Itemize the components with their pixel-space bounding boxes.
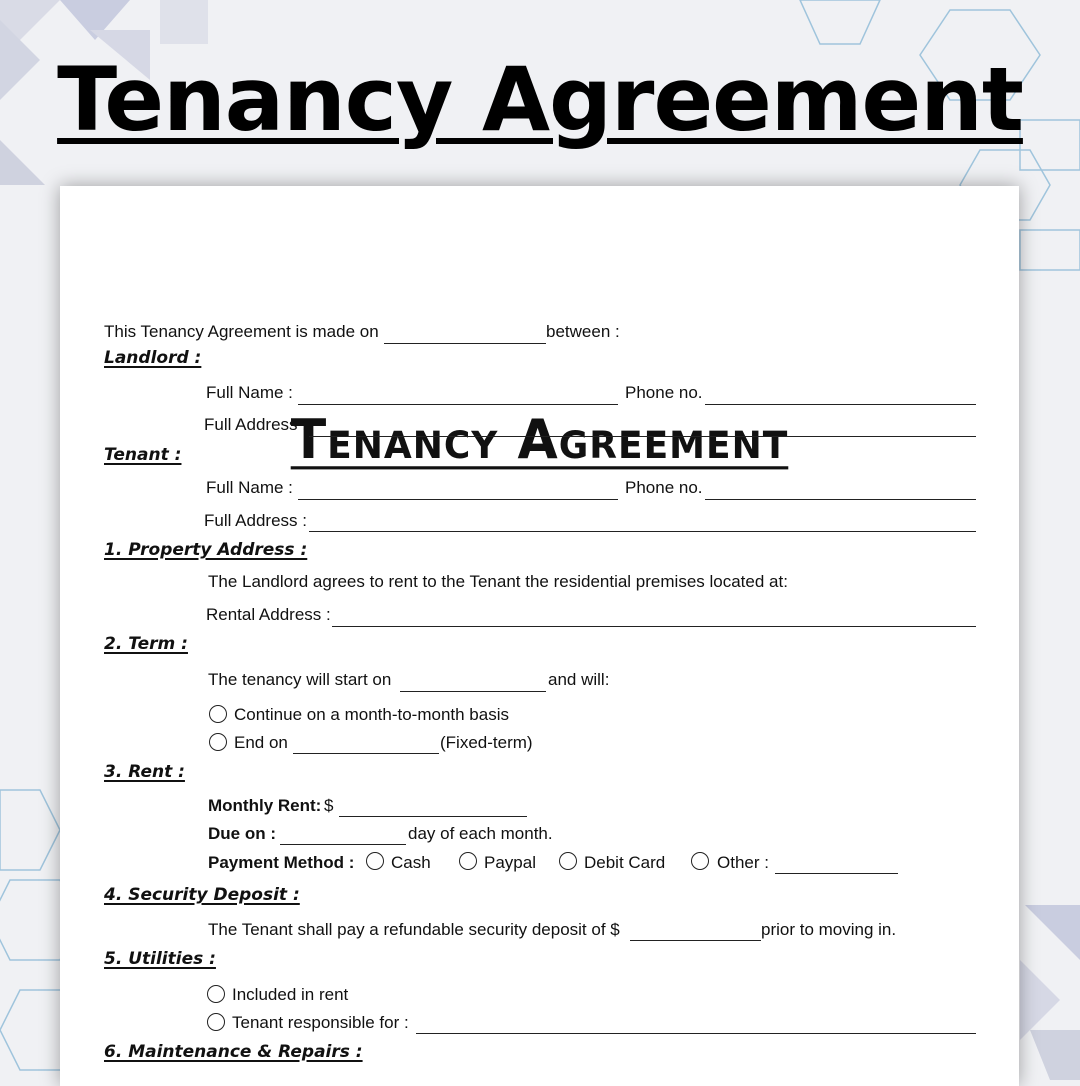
deposit-amount-field[interactable] xyxy=(630,940,761,941)
month-to-month-radio[interactable] xyxy=(209,705,227,723)
payment-other-radio[interactable] xyxy=(691,852,709,870)
banner-title: Tenancy Agreement xyxy=(57,48,1023,151)
payment-paypal-label: Paypal xyxy=(484,853,536,872)
payment-debit-card-label: Debit Card xyxy=(584,853,666,872)
utilities-heading: 5. Utilities : xyxy=(104,949,216,969)
landlord-full-name-field[interactable] xyxy=(298,404,618,405)
payment-method-label: Payment Method : xyxy=(208,853,355,872)
payment-other-field[interactable] xyxy=(775,873,898,874)
currency-symbol: $ xyxy=(324,796,334,815)
landlord-phone-label: Phone no. xyxy=(625,383,703,402)
tenant-full-address-field[interactable] xyxy=(309,531,976,532)
landlord-full-address-field[interactable] xyxy=(309,436,976,437)
due-day-field[interactable] xyxy=(280,844,406,845)
payment-paypal-radio[interactable] xyxy=(459,852,477,870)
tenant-full-name-field[interactable] xyxy=(298,499,618,500)
fixed-term-suffix: (Fixed-term) xyxy=(440,733,533,752)
deposit-suffix: prior to moving in. xyxy=(761,920,897,939)
term-start-date-field[interactable] xyxy=(400,691,546,692)
term-start-suffix: and will: xyxy=(548,670,610,689)
utilities-tenant-field[interactable] xyxy=(416,1033,976,1034)
month-to-month-label: Continue on a month-to-month basis xyxy=(234,705,509,724)
rental-address-field[interactable] xyxy=(332,626,976,627)
landlord-full-name-label: Full Name : xyxy=(206,383,293,402)
property-heading: 1. Property Address : xyxy=(104,540,308,560)
utilities-included-radio[interactable] xyxy=(207,985,225,1003)
tenant-phone-label: Phone no. xyxy=(625,478,703,497)
payment-other-label: Other : xyxy=(717,853,769,872)
fixed-term-radio[interactable] xyxy=(209,733,227,751)
document-sheet xyxy=(60,186,1019,1086)
due-on-label: Due on : xyxy=(208,824,276,843)
property-text: The Landlord agrees to rent to the Tenant the residential premises located at: xyxy=(208,572,788,591)
deposit-prefix: The Tenant shall pay a refundable security deposit of $ xyxy=(208,920,620,939)
fixed-term-prefix: End on xyxy=(234,733,288,752)
term-end-date-field[interactable] xyxy=(293,753,439,754)
tenant-full-address-label: Full Address : xyxy=(204,511,307,530)
maintenance-heading: 6. Maintenance & Repairs : xyxy=(104,1042,363,1062)
utilities-tenant-label: Tenant responsible for : xyxy=(232,1013,409,1032)
monthly-rent-field[interactable] xyxy=(339,816,527,817)
intro-prefix: This Tenancy Agreement is made on xyxy=(104,322,379,341)
due-suffix: day of each month. xyxy=(408,824,553,843)
term-start-prefix: The tenancy will start on xyxy=(208,670,392,689)
payment-cash-label: Cash xyxy=(391,853,431,872)
payment-cash-radio[interactable] xyxy=(366,852,384,870)
landlord-phone-field[interactable] xyxy=(705,404,976,405)
rental-address-label: Rental Address : xyxy=(206,605,331,624)
rent-heading: 3. Rent : xyxy=(104,762,185,782)
utilities-included-label: Included in rent xyxy=(232,985,349,1004)
tenant-phone-field[interactable] xyxy=(705,499,976,500)
utilities-tenant-radio[interactable] xyxy=(207,1013,225,1031)
document-title: Tenancy Agreement xyxy=(290,408,789,472)
tenant-heading: Tenant : xyxy=(104,445,182,465)
monthly-rent-label: Monthly Rent: xyxy=(208,796,322,815)
landlord-heading: Landlord : xyxy=(104,348,202,368)
term-heading: 2. Term : xyxy=(104,634,188,654)
security-deposit-heading: 4. Security Deposit : xyxy=(104,885,300,905)
tenant-full-name-label: Full Name : xyxy=(206,478,293,497)
landlord-full-address-label: Full Address : xyxy=(204,415,307,434)
agreement-date-field[interactable] xyxy=(384,343,546,344)
payment-debit-card-radio[interactable] xyxy=(559,852,577,870)
intro-suffix: between : xyxy=(546,322,620,341)
